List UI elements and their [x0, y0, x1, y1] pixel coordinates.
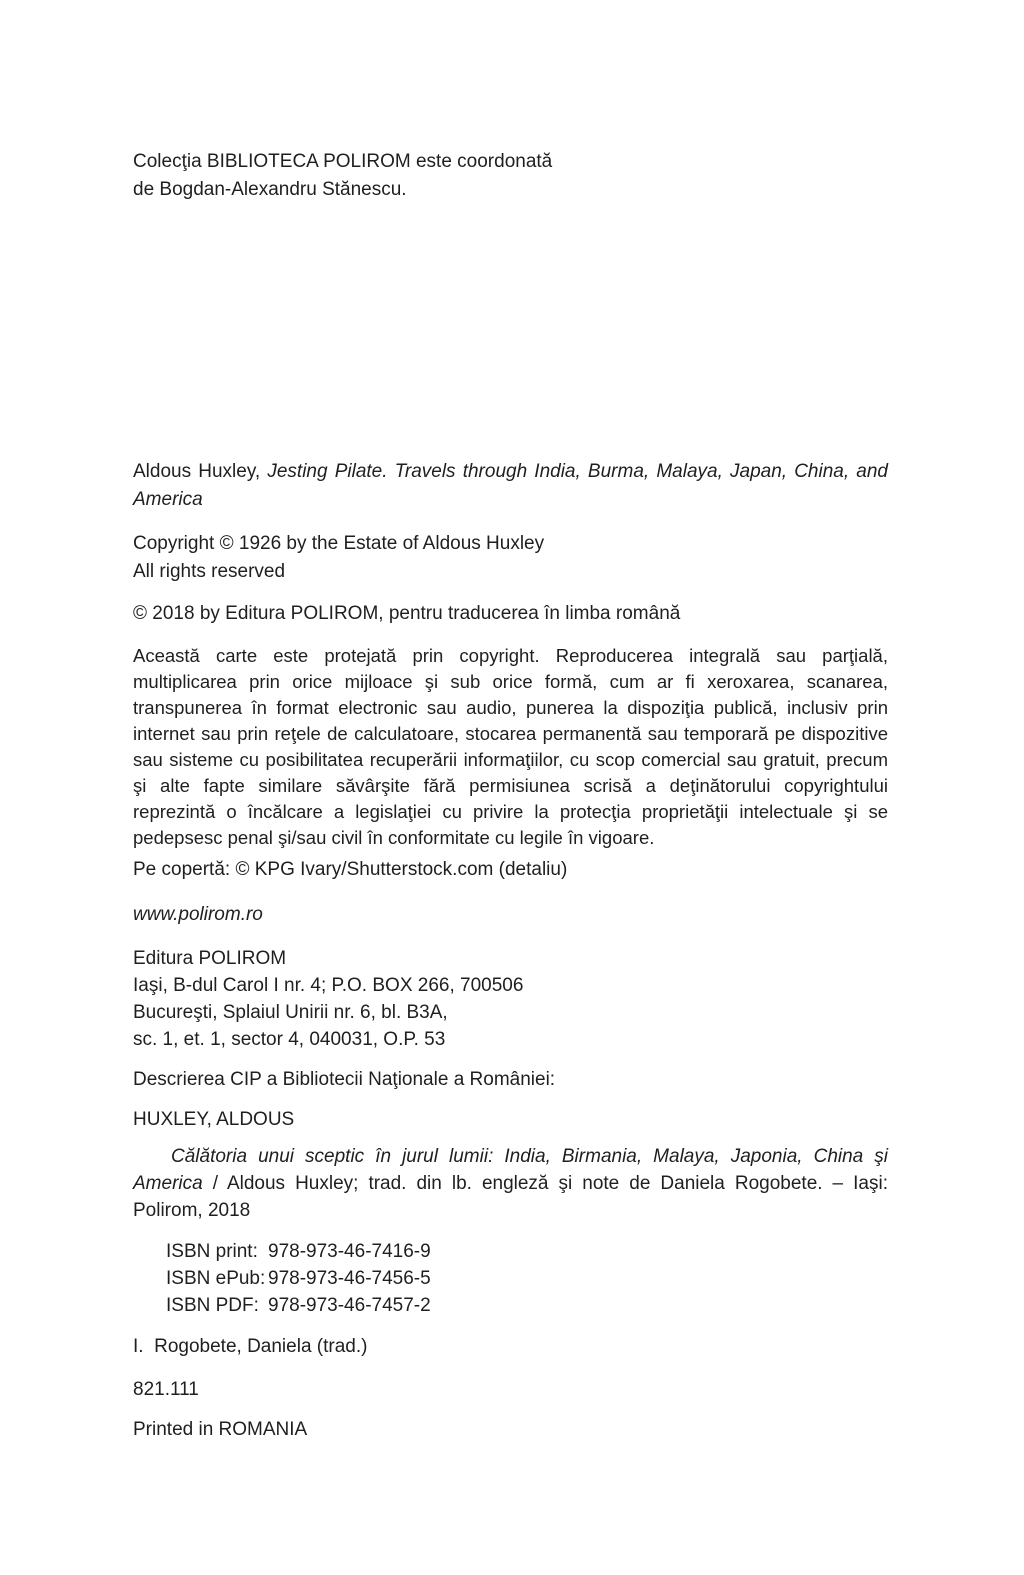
isbn-list — [133, 1238, 888, 1319]
isbn-epub-row — [166, 1265, 888, 1292]
legal-notice-paragraph: Această carte este protejată prin copyright. Reproducerea integrală sau parţială, multiplicarea prin orice mijloace şi sub orice formă, cum ar fi xeroxarea, scanarea, transpunerea în format electronic sau audio, punerea la dispoziţia publică, inclusiv prin internet sau prin reţele de calculatoare, stocarea permanentă sau temporară pe dispozitive sau sisteme cu posibilitatea recuperării informaţiilor, cu scop comercial sau gratuit, precum şi alte fapte similare săvârşite fără permisiunea scrisă a deţinătorului copyrightului reprezintă o încălcare a legislaţiei cu privire la protecţia proprietăţii intelectuale şi se pedepsesc penal şi/sau civil în conformitate cu legile în vigoare. — [133, 645, 888, 848]
isbn-pdf-value: 978-973-46-7457-2 — [268, 1295, 431, 1316]
original-work-title-italic: Jesting Pilate. Travels through India, Burma, Malaya, Japan, China, and America — [133, 461, 888, 510]
isbn-print-label: ISBN print: — [166, 1241, 258, 1262]
isbn-pdf-label: ISBN PDF: — [166, 1295, 259, 1316]
publisher-address — [133, 945, 888, 1053]
collection-note — [133, 148, 888, 204]
isbn-epub-label: ISBN ePub: — [166, 1268, 266, 1289]
copyright-line1: Copyright © 1926 by the Estate of Aldous Huxley — [133, 533, 545, 554]
cip-heading: Descrierea CIP a Bibliotecii Naţionale a României: — [133, 1069, 556, 1090]
publisher-name: Editura POLIROM — [133, 948, 287, 969]
isbn-print-row — [166, 1238, 888, 1265]
original-work-author: Aldous Huxley, — [133, 461, 268, 482]
cip-title-italic: Călătoria unui sceptic în jurul lumii: India, Birmania, Malaya, Japonia, China şi America — [133, 1146, 888, 1194]
cip-title-entry — [133, 1143, 888, 1224]
cip-index-entry: I. Rogobete, Daniela (trad.) — [133, 1336, 368, 1357]
romanian-copyright-notice: © 2018 by Editura POLIROM, pentru traducerea în limba română — [133, 603, 681, 624]
printed-in-note: Printed in ROMANIA — [133, 1419, 308, 1440]
collection-note-line2: de Bogdan-Alexandru Stănescu. — [133, 179, 407, 200]
isbn-print-value: 978-973-46-7416-9 — [268, 1241, 431, 1262]
isbn-pdf-row — [166, 1292, 888, 1319]
cover-credit: Pe copertă: © KPG Ivary/Shutterstock.com (detaliu) — [133, 859, 568, 880]
publisher-website: www.polirom.ro — [133, 904, 263, 925]
cip-author-heading: HUXLEY, ALDOUS — [133, 1109, 295, 1130]
collection-note-line1: Colecţia BIBLIOTECA POLIROM este coordonată — [133, 151, 553, 172]
isbn-epub-value: 978-973-46-7456-5 — [268, 1268, 431, 1289]
publisher-address-line1: Iaşi, B-dul Carol I nr. 4; P.O. BOX 266, 700506 — [133, 975, 524, 996]
original-work-title — [133, 458, 888, 514]
cip-udc-number: 821.111 — [133, 1379, 199, 1400]
copyright-line2: All rights reserved — [133, 561, 286, 582]
publisher-address-line3: sc. 1, et. 1, sector 4, 040031, O.P. 53 — [133, 1029, 446, 1050]
copyright-notice — [133, 530, 888, 586]
publisher-address-line2: Bucureşti, Splaiul Unirii nr. 6, bl. B3A, — [133, 1002, 448, 1023]
cip-title-rest: / Aldous Huxley; trad. din lb. engleză şi note de Daniela Rogobete. – Iaşi: Polirom, 2018 — [133, 1173, 888, 1221]
